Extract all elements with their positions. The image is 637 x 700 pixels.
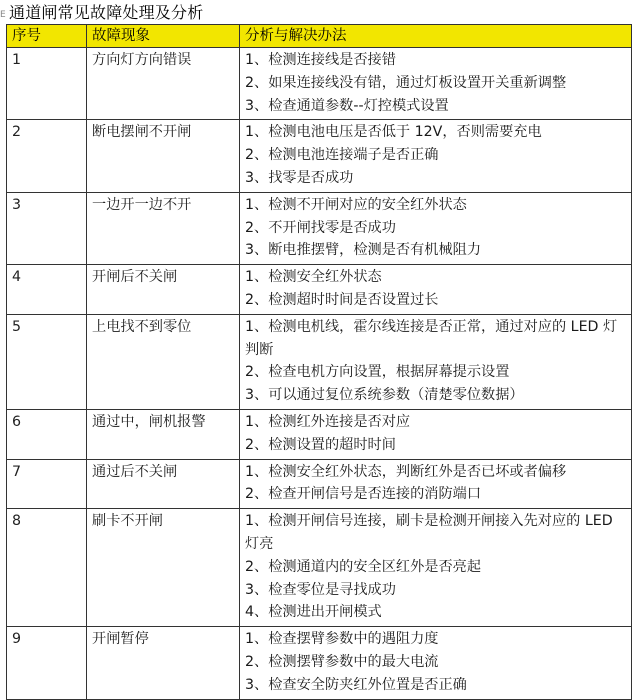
row-number: 4 <box>7 265 87 315</box>
solution-step: 2、检测摆臂参数中的最大电流 <box>245 653 439 670</box>
fault-symptom: 一边开一边不开 <box>87 192 240 264</box>
solution-step: 2、检测通道内的安全区红外是否亮起 <box>245 558 482 575</box>
row-number: 9 <box>7 627 87 699</box>
solution-step: 1、检测安全红外状态，判断红外是否已坏或者偏移 <box>245 463 567 480</box>
solution-cell <box>240 459 632 509</box>
table-row <box>7 409 632 459</box>
solution-cell <box>240 120 632 192</box>
table-row <box>7 314 632 409</box>
solution-step: 2、检查电机方向设置，根据屏幕提示设置 <box>245 364 510 381</box>
solution-step: 2、检测设置的超时时间 <box>245 436 396 453</box>
solution-step: 3、检查安全防夹红外位置是否正确 <box>245 676 467 693</box>
row-number: 3 <box>7 192 87 264</box>
fault-symptom: 通过中，闸机报警 <box>87 409 240 459</box>
fault-symptom: 通过后不关闸 <box>87 459 240 509</box>
table-row <box>7 48 632 120</box>
fault-table <box>6 24 632 700</box>
table-row <box>7 627 632 699</box>
fault-symptom: 开闸后不关闸 <box>87 265 240 315</box>
solution-step: 4、检测进出开闸模式 <box>245 604 382 621</box>
fault-symptom: 上电找不到零位 <box>87 314 240 409</box>
header-no: 序号 <box>7 25 87 48</box>
solution-cell <box>240 409 632 459</box>
row-number: 5 <box>7 314 87 409</box>
solution-step: 1、检测红外连接是否对应 <box>245 413 411 430</box>
table-row <box>7 265 632 315</box>
fault-symptom: 断电摆闸不开闸 <box>87 120 240 192</box>
row-number: 2 <box>7 120 87 192</box>
solution-step: 3、找零是否成功 <box>245 169 354 186</box>
table-header-row <box>7 25 632 48</box>
solution-cell <box>240 48 632 120</box>
solution-step: 2、检查开闸信号是否连接的消防端口 <box>245 486 482 503</box>
solution-step: 1、检测不开闸对应的安全红外状态 <box>245 196 467 213</box>
header-solution: 分析与解决办法 <box>240 25 632 48</box>
table-row <box>7 459 632 509</box>
fault-symptom: 开闸暂停 <box>87 627 240 699</box>
row-number: 6 <box>7 409 87 459</box>
solution-step: 1、检测开闸信号连接，刷卡是检测开闸接入先对应的 LED 灯亮 <box>245 513 613 552</box>
solution-cell <box>240 627 632 699</box>
solution-step: 2、检测超时时间是否设置过长 <box>245 291 439 308</box>
solution-step: 3、可以通过复位系统参数（清楚零位数据） <box>245 387 524 404</box>
corner-mark: E <box>0 10 6 20</box>
solution-cell <box>240 192 632 264</box>
solution-step: 3、检查通道参数--灯控模式设置 <box>245 97 449 114</box>
solution-cell <box>240 509 632 627</box>
solution-step: 3、断电推摆臂，检测是否有机械阻力 <box>245 242 482 259</box>
solution-step: 2、不开闸找零是否成功 <box>245 219 396 236</box>
table-row <box>7 509 632 627</box>
solution-cell <box>240 265 632 315</box>
solution-step: 1、检查摆臂参数中的遇阻力度 <box>245 631 439 648</box>
fault-symptom: 方向灯方向错误 <box>87 48 240 120</box>
page-title: 通道闸常见故障处理及分析 <box>9 3 204 22</box>
solution-step: 3、检查零位是寻找成功 <box>245 581 396 598</box>
header-fault: 故障现象 <box>87 25 240 48</box>
row-number: 8 <box>7 509 87 627</box>
table-row <box>7 192 632 264</box>
fault-symptom: 刷卡不开闸 <box>87 509 240 627</box>
solution-step: 1、检测安全红外状态 <box>245 269 382 286</box>
solution-step: 1、检测电机线，霍尔线连接是否正常，通过对应的 LED 灯判断 <box>245 318 618 358</box>
table-body <box>7 48 632 700</box>
solution-step: 2、检测电池连接端子是否正确 <box>245 147 439 164</box>
table-row <box>7 120 632 192</box>
solution-cell <box>240 314 632 409</box>
solution-step: 2、如果连接线没有错，通过灯板设置开关重新调整 <box>245 74 567 91</box>
row-number: 7 <box>7 459 87 509</box>
row-number: 1 <box>7 48 87 120</box>
solution-step: 1、检测连接线是否接错 <box>245 52 396 68</box>
solution-step: 1、检测电池电压是否低于 12V，否则需要充电 <box>245 124 542 141</box>
